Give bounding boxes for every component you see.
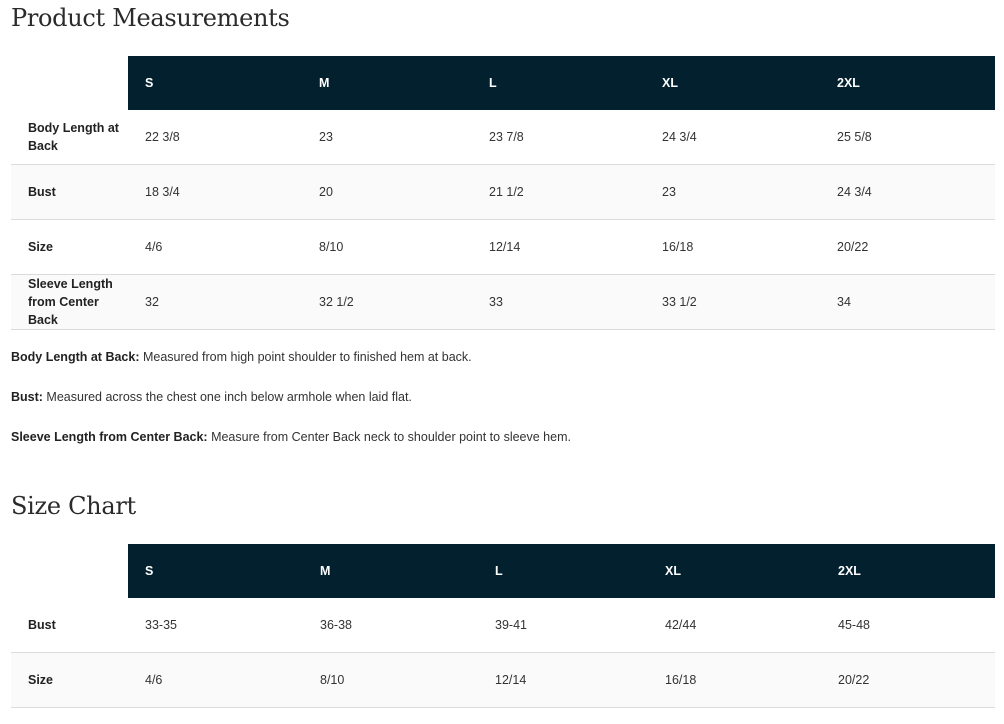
row-label: Body Length at Back bbox=[11, 110, 128, 165]
product-measurements-table bbox=[11, 56, 995, 330]
table-cell: 24 3/4 bbox=[820, 165, 995, 220]
product-measurements-title: Product Measurements bbox=[11, 4, 290, 32]
header-corner-cell bbox=[11, 56, 128, 110]
table-cell: 16/18 bbox=[648, 653, 821, 708]
measurement-notes bbox=[11, 349, 991, 469]
note-bust bbox=[11, 389, 991, 405]
table-cell: 8/10 bbox=[303, 653, 478, 708]
table-cell: 39-41 bbox=[478, 598, 648, 653]
note-sleeve-length bbox=[11, 429, 991, 445]
size-chart-title: Size Chart bbox=[11, 492, 136, 520]
row-label: Bust bbox=[11, 598, 128, 653]
note-term: Bust: bbox=[11, 390, 43, 404]
header-corner-cell bbox=[11, 544, 128, 598]
table-cell: 4/6 bbox=[128, 220, 302, 275]
table-row bbox=[11, 220, 995, 275]
table-cell: 23 7/8 bbox=[472, 110, 645, 165]
note-term: Body Length at Back: bbox=[11, 350, 140, 364]
column-header-2xl: 2XL bbox=[820, 56, 995, 110]
column-header-2xl: 2XL bbox=[821, 544, 995, 598]
table-cell: 23 bbox=[645, 165, 820, 220]
table-header-row bbox=[11, 56, 995, 110]
column-header-s: S bbox=[128, 56, 302, 110]
column-header-xl: XL bbox=[648, 544, 821, 598]
table-cell: 23 bbox=[302, 110, 472, 165]
table-cell: 22 3/8 bbox=[128, 110, 302, 165]
note-text: Measured from high point shoulder to finished hem at back. bbox=[139, 350, 472, 364]
table-row bbox=[11, 275, 995, 330]
table-cell: 18 3/4 bbox=[128, 165, 302, 220]
column-header-m: M bbox=[302, 56, 472, 110]
table-cell: 4/6 bbox=[128, 653, 303, 708]
column-header-m: M bbox=[303, 544, 478, 598]
table-cell: 32 bbox=[128, 275, 302, 330]
size-chart-table bbox=[11, 544, 995, 708]
note-term: Sleeve Length from Center Back: bbox=[11, 430, 208, 444]
table-cell: 20 bbox=[302, 165, 472, 220]
table-cell: 12/14 bbox=[472, 220, 645, 275]
table-row bbox=[11, 110, 995, 165]
table-cell: 12/14 bbox=[478, 653, 648, 708]
table-cell: 33 bbox=[472, 275, 645, 330]
column-header-l: L bbox=[472, 56, 645, 110]
table-cell: 21 1/2 bbox=[472, 165, 645, 220]
column-header-xl: XL bbox=[645, 56, 820, 110]
table-header-row bbox=[11, 544, 995, 598]
table-cell: 45-48 bbox=[821, 598, 995, 653]
table-cell: 20/22 bbox=[820, 220, 995, 275]
column-header-s: S bbox=[128, 544, 303, 598]
table-cell: 20/22 bbox=[821, 653, 995, 708]
table-row bbox=[11, 653, 995, 708]
row-label: Sleeve Length from Center Back bbox=[11, 275, 128, 330]
table-cell: 25 5/8 bbox=[820, 110, 995, 165]
table-row bbox=[11, 598, 995, 653]
table-cell: 16/18 bbox=[645, 220, 820, 275]
table-cell: 24 3/4 bbox=[645, 110, 820, 165]
table-cell: 36-38 bbox=[303, 598, 478, 653]
row-label: Bust bbox=[11, 165, 128, 220]
table-cell: 32 1/2 bbox=[302, 275, 472, 330]
table-cell: 34 bbox=[820, 275, 995, 330]
note-text: Measured across the chest one inch below armhole when laid flat. bbox=[42, 390, 412, 404]
note-text: Measure from Center Back neck to shoulder point to sleeve hem. bbox=[207, 430, 571, 444]
table-cell: 33 1/2 bbox=[645, 275, 820, 330]
row-label: Size bbox=[11, 653, 128, 708]
table-row bbox=[11, 165, 995, 220]
row-label: Size bbox=[11, 220, 128, 275]
table-cell: 42/44 bbox=[648, 598, 821, 653]
column-header-l: L bbox=[478, 544, 648, 598]
table-cell: 8/10 bbox=[302, 220, 472, 275]
table-cell: 33-35 bbox=[128, 598, 303, 653]
note-body-length bbox=[11, 349, 991, 365]
